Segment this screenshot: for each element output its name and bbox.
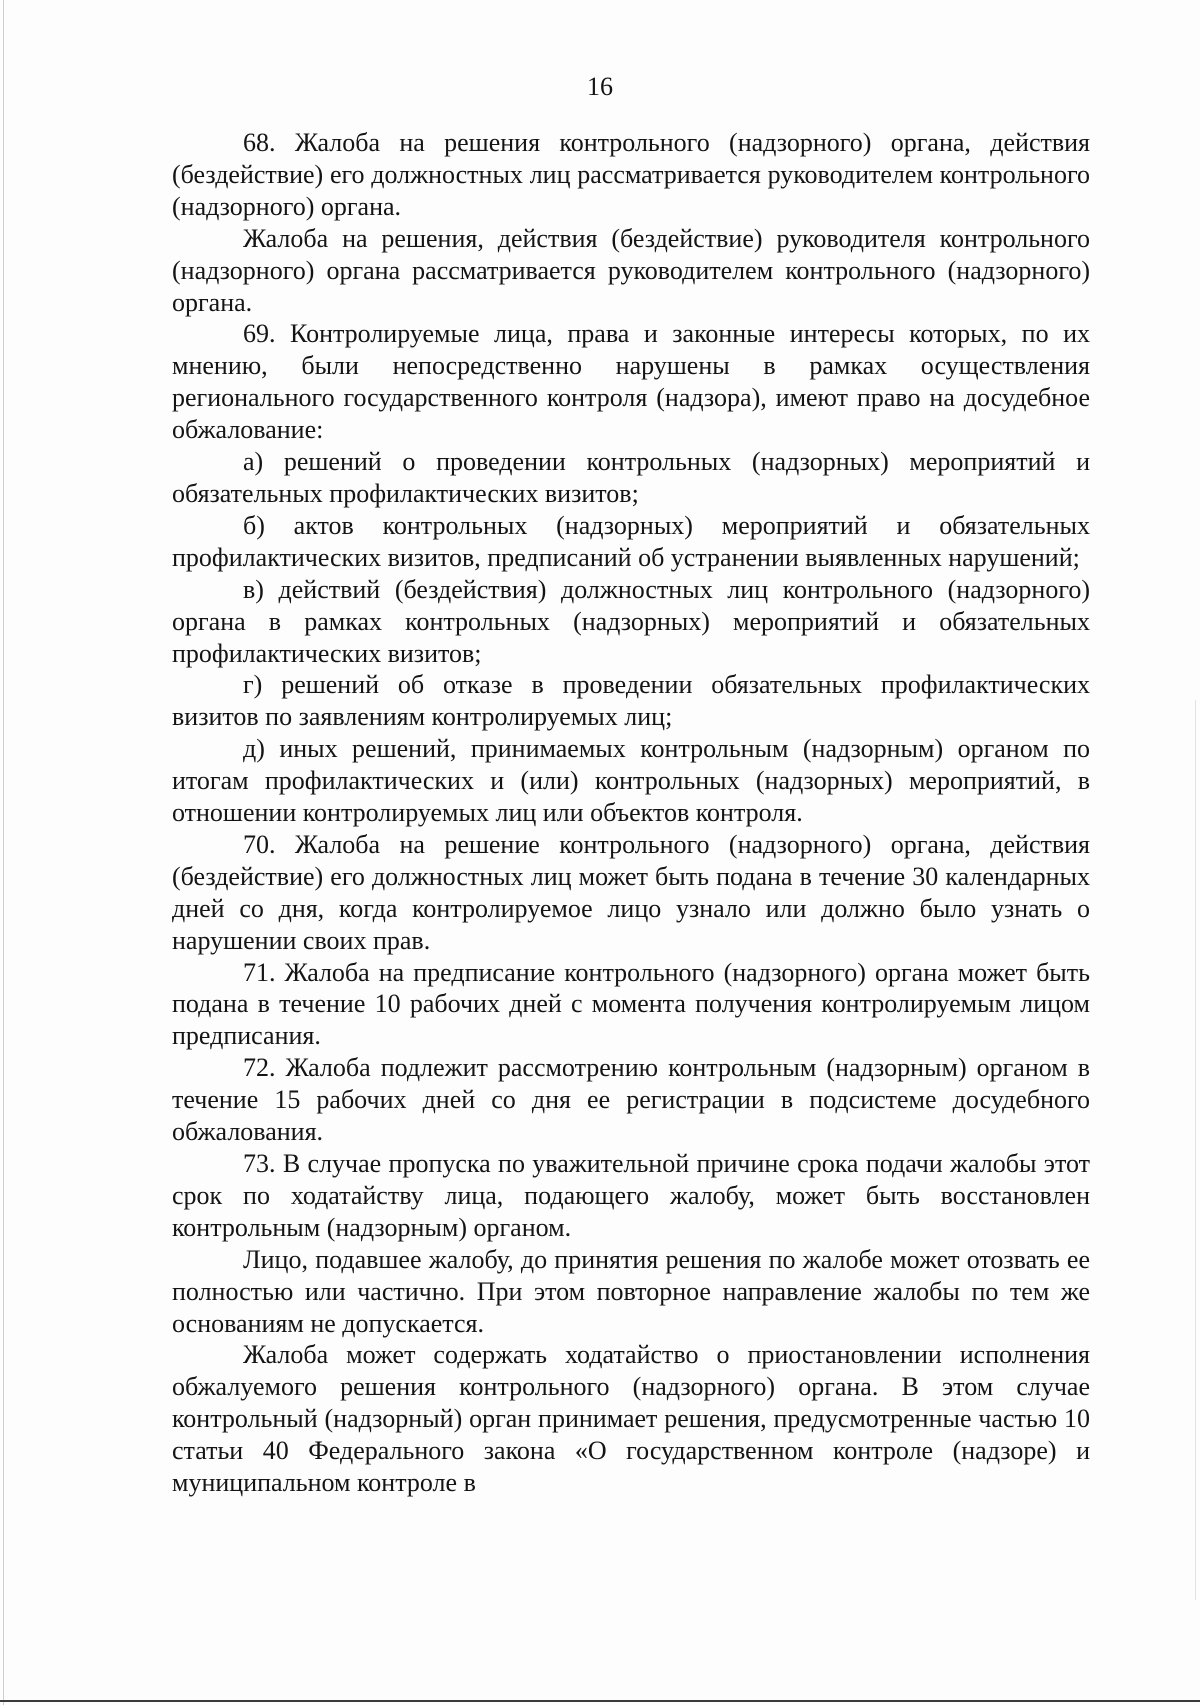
scan-edge-bottom (0, 1700, 1200, 1702)
page-number: 16 (587, 72, 613, 101)
document-body (172, 127, 1090, 1499)
paragraph-73-withdrawal: Лицо, подавшее жалобу, до принятия решения по жалобе может отозвать ее полностью или частично. При этом повторное направление жалобы по тем же основаниям не допускается. (172, 1244, 1090, 1338)
scan-edge-right (1195, 700, 1196, 1600)
paragraph-70: 70. Жалоба на решение контрольного (надзорного) органа, действия (бездействие) его должностных лиц может быть подана в течение 30 календарных дней со дня, когда контролируемое лицо узнало или должно было узнать о нарушении своих прав. (172, 829, 1090, 955)
paragraph-68-complaint-head: Жалоба на решения, действия (бездействие) руководителя контрольного (надзорного) органа рассматривается руководителем контрольного (надзорного) органа. (172, 223, 1090, 317)
paragraph-69: 69. Контролируемые лица, права и законные интересы которых, по их мнению, были непосредственно нарушены в рамках осуществления регионального государственного контроля (надзора), имеют право на досудебное обжалование: (172, 319, 1090, 445)
list-item-v: в) действий (бездействия) должностных лиц контрольного (надзорного) органа в рамках контрольных (надзорных) мероприятий и обязательных профилактических визитов; (172, 574, 1090, 668)
list-item-a: а) решений о проведении контрольных (надзорных) мероприятий и обязательных профилактических визитов; (172, 447, 1090, 508)
paragraph-72: 72. Жалоба подлежит рассмотрению контрольным (надзорным) органом в течение 15 рабочих дней со дня ее регистрации в подсистеме досудебного обжалования. (172, 1053, 1090, 1147)
paragraph-68: 68. Жалоба на решения контрольного (надзорного) органа, действия (бездействие) его должностных лиц рассматривается руководителем контрольного (надзорного) органа. (172, 128, 1090, 221)
paragraph-71: 71. Жалоба на предписание контрольного (надзорного) органа может быть подана в течение 10 рабочих дней с момента получения контролируемым лицом предписания. (172, 957, 1090, 1051)
paragraph-73: 73. В случае пропуска по уважительной причине срока подачи жалобы этот срок по ходатайству лица, подающего жалобу, может быть восстановлен контрольным (надзорным) органом. (172, 1149, 1090, 1242)
list-item-g: г) решений об отказе в проведении обязательных профилактических визитов по заявлениям контролируемых лиц; (172, 670, 1090, 732)
list-item-b: б) актов контрольных (надзорных) мероприятий и обязательных профилактических визитов, предписаний об устранении выявленных нарушений; (172, 510, 1090, 572)
scan-edge-left (3, 0, 4, 1705)
paragraph-73-suspension: Жалоба может содержать ходатайство о приостановлении исполнения обжалуемого решения контрольного (надзорного) органа. В этом случае контрольный (надзорный) орган принимает решения, предусмотренные частью 10 статьи 40 Федерального закона «О государственном контроле (надзоре) и муниципальном контроле в (172, 1340, 1090, 1498)
list-item-d: д) иных решений, принимаемых контрольным (надзорным) органом по итогам профилактических и (или) контрольных (надзорных) мероприятий, в отношении контролируемых лиц или объектов контроля. (172, 734, 1090, 828)
